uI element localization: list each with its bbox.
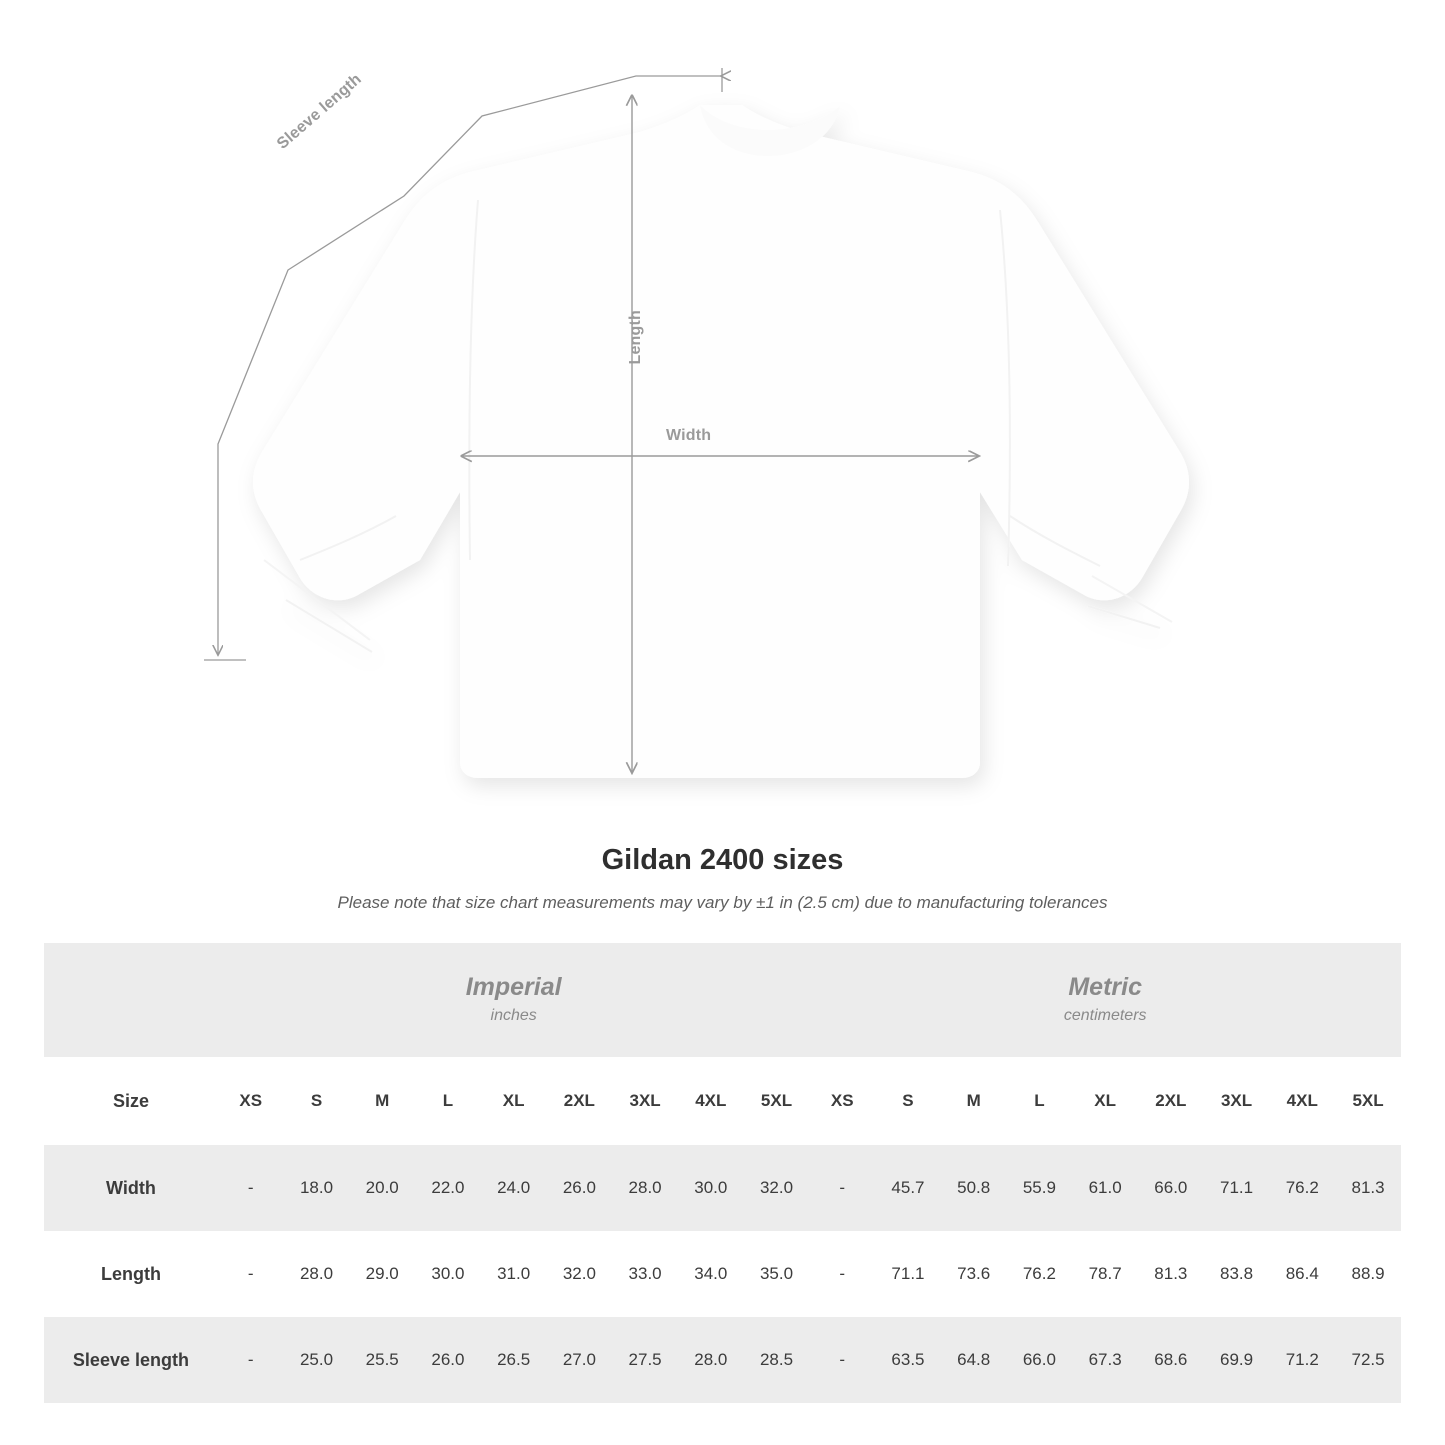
- cell: 24.0: [481, 1145, 547, 1231]
- cell: 20.0: [349, 1145, 415, 1231]
- cell: 76.2: [1269, 1145, 1335, 1231]
- cell: 30.0: [678, 1145, 744, 1231]
- cell: 83.8: [1204, 1231, 1270, 1317]
- cell: 28.0: [678, 1317, 744, 1403]
- imperial-unit-sub: inches: [490, 1006, 537, 1024]
- imperial-unit-name: Imperial: [465, 972, 562, 1001]
- size-header-cell: 2XL: [1138, 1057, 1204, 1145]
- metric-unit-cell: [809, 943, 1401, 1057]
- cell: 81.3: [1138, 1231, 1204, 1317]
- cell: 22.0: [415, 1145, 481, 1231]
- unit-header-row: [44, 943, 1401, 1057]
- cell: 71.1: [1204, 1145, 1270, 1231]
- row-label-length: Length: [44, 1231, 218, 1317]
- size-header-row: [44, 1057, 1401, 1145]
- size-header-cell: L: [415, 1057, 481, 1145]
- size-header-cell: 5XL: [1335, 1057, 1401, 1145]
- metric-unit-name: Metric: [1068, 972, 1142, 1001]
- cell: 66.0: [1138, 1145, 1204, 1231]
- cell: 71.2: [1269, 1317, 1335, 1403]
- cell: 25.0: [284, 1317, 350, 1403]
- cell: 18.0: [284, 1145, 350, 1231]
- cell: 67.3: [1072, 1317, 1138, 1403]
- cell: 88.9: [1335, 1231, 1401, 1317]
- size-header-cell: M: [349, 1057, 415, 1145]
- size-header-cell: XS: [218, 1057, 284, 1145]
- size-header-cell: XL: [481, 1057, 547, 1145]
- tolerance-note: Please note that size chart measurements may vary by ±1 in (2.5 cm) due to manufacturing tolerances: [337, 893, 1108, 912]
- size-header-cell: S: [284, 1057, 350, 1145]
- cell: 28.5: [744, 1317, 810, 1403]
- size-header-label: Size: [44, 1057, 218, 1145]
- cell: 73.6: [941, 1231, 1007, 1317]
- cell: 61.0: [1072, 1145, 1138, 1231]
- cell: 76.2: [1007, 1231, 1073, 1317]
- cell: 50.8: [941, 1145, 1007, 1231]
- row-label-width: Width: [44, 1145, 218, 1231]
- cell: 26.0: [547, 1145, 613, 1231]
- cell: 81.3: [1335, 1145, 1401, 1231]
- cell: -: [809, 1317, 875, 1403]
- row-label-sleeve-length: Sleeve length: [44, 1317, 218, 1403]
- cell: 32.0: [547, 1231, 613, 1317]
- size-header-cell: XS: [809, 1057, 875, 1145]
- cell: 86.4: [1269, 1231, 1335, 1317]
- cell: 28.0: [284, 1231, 350, 1317]
- cell: 27.0: [547, 1317, 613, 1403]
- cell: 63.5: [875, 1317, 941, 1403]
- size-header-cell: L: [1007, 1057, 1073, 1145]
- cell: 29.0: [349, 1231, 415, 1317]
- size-header-cell: 3XL: [612, 1057, 678, 1145]
- size-header-cell: 4XL: [678, 1057, 744, 1145]
- cell: 68.6: [1138, 1317, 1204, 1403]
- cell: 27.5: [612, 1317, 678, 1403]
- cell: 26.0: [415, 1317, 481, 1403]
- cell: -: [218, 1231, 284, 1317]
- size-header-cell: S: [875, 1057, 941, 1145]
- table-row: [44, 1231, 1401, 1317]
- cell: 78.7: [1072, 1231, 1138, 1317]
- size-header-cell: 2XL: [547, 1057, 613, 1145]
- sleeve-dimension-label: Sleeve length: [274, 70, 365, 153]
- cell: 32.0: [744, 1145, 810, 1231]
- cell: 55.9: [1007, 1145, 1073, 1231]
- table-row: [44, 1317, 1401, 1403]
- size-header-cell: M: [941, 1057, 1007, 1145]
- cell: 34.0: [678, 1231, 744, 1317]
- cell: 72.5: [1335, 1317, 1401, 1403]
- cell: -: [218, 1145, 284, 1231]
- cell: 31.0: [481, 1231, 547, 1317]
- width-dimension-label: Width: [666, 427, 712, 444]
- length-dimension-label: Length: [627, 310, 644, 365]
- size-table-wrapper: [0, 943, 1445, 1403]
- cell: 28.0: [612, 1145, 678, 1231]
- title-block: [0, 844, 1445, 913]
- cell: 25.5: [349, 1317, 415, 1403]
- shirt-shape: [253, 105, 1189, 778]
- cell: 71.1: [875, 1231, 941, 1317]
- cell: 66.0: [1007, 1317, 1073, 1403]
- cell: 35.0: [744, 1231, 810, 1317]
- size-header-cell: 4XL: [1269, 1057, 1335, 1145]
- cell: -: [218, 1317, 284, 1403]
- cell: 26.5: [481, 1317, 547, 1403]
- imperial-unit-cell: [218, 943, 809, 1057]
- cell: 45.7: [875, 1145, 941, 1231]
- cell: 33.0: [612, 1231, 678, 1317]
- page-title: Gildan 2400 sizes: [601, 844, 844, 876]
- size-header-cell: 5XL: [744, 1057, 810, 1145]
- size-header-cell: XL: [1072, 1057, 1138, 1145]
- cell: -: [809, 1231, 875, 1317]
- cell: 30.0: [415, 1231, 481, 1317]
- cell: -: [809, 1145, 875, 1231]
- size-chart-table: [44, 943, 1401, 1403]
- unit-spacer-cell: [44, 943, 218, 1057]
- size-header-cell: 3XL: [1204, 1057, 1270, 1145]
- cell: 69.9: [1204, 1317, 1270, 1403]
- table-row: [44, 1145, 1401, 1231]
- metric-unit-sub: centimeters: [1063, 1006, 1147, 1024]
- cell: 64.8: [941, 1317, 1007, 1403]
